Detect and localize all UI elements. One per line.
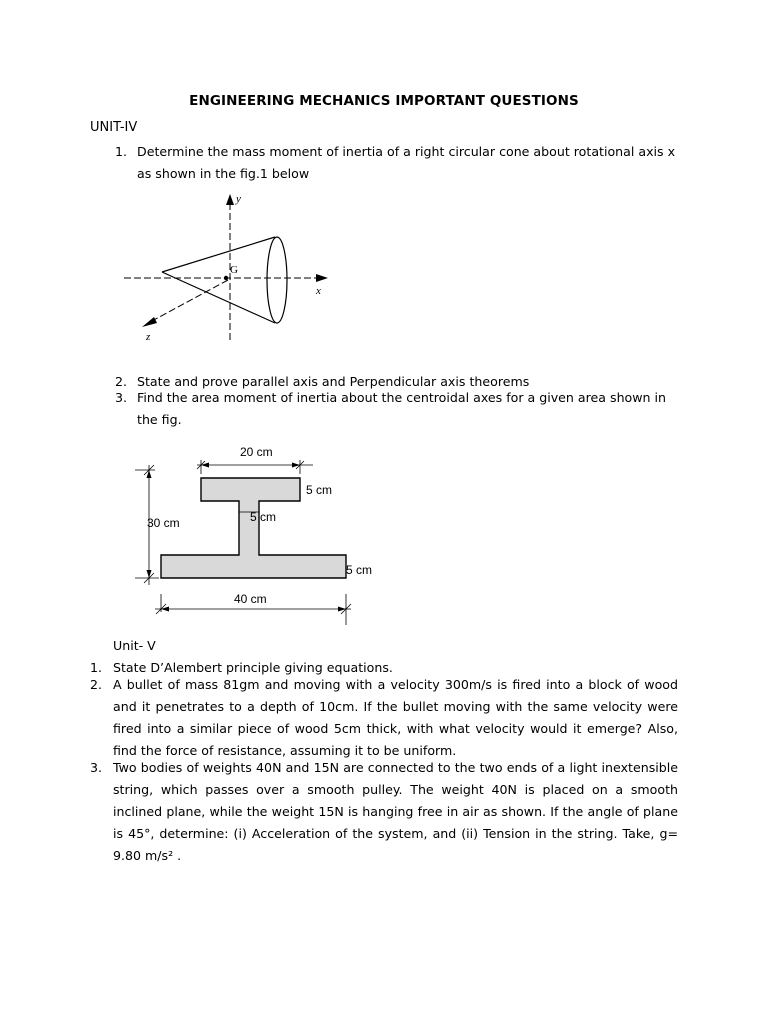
question-number: 1. <box>90 660 103 675</box>
question-number: 2. <box>115 374 128 389</box>
question-number: 1. <box>115 144 128 159</box>
question-number: 3. <box>115 390 128 405</box>
z-axis-label: z <box>146 331 151 343</box>
unit-v-heading: Unit- V <box>113 638 156 653</box>
y-axis-label: y <box>236 193 241 205</box>
question-text: Two bodies of weights 40N and 15N are connected to the two ends of a light inextensible string, which passes over a smooth pulley. The weight 40N is placed on a smooth inclined plane, while the weight 15N is hanging free in air as shown. If the angle of plane is 45°, determine: (i) Acceleration of the system, and (ii) Tension in the string. Take, g= 9.80 m/s² . <box>113 760 678 863</box>
page-title: ENGINEERING MECHANICS IMPORTANT QUESTIONS <box>189 93 579 109</box>
question-text: State D’Alembert principle giving equations. <box>113 660 393 675</box>
question-number: 3. <box>90 760 103 775</box>
i-section-figure <box>125 440 390 635</box>
question-text: State and prove parallel axis and Perpendicular axis theorems <box>137 374 530 389</box>
dim-bottom-width: 40 cm <box>234 592 267 606</box>
dim-height: 30 cm <box>147 516 180 530</box>
dim-web-width: 5 cm <box>250 510 277 524</box>
unit-iv-heading: UNIT-IV <box>90 120 138 135</box>
cone-figure <box>120 190 350 350</box>
x-axis-label: x <box>316 285 321 297</box>
question-text: Determine the mass moment of inertia of a right circular cone about rotational axis x as shown in the fig.1 below <box>137 144 676 181</box>
dim-top-thickness: 5 cm <box>306 483 333 497</box>
dim-top-width: 20 cm <box>240 445 273 459</box>
g-label: G <box>230 264 238 276</box>
question-text: Find the area moment of inertia about the centroidal axes for a given area shown in the fig. <box>137 390 667 427</box>
dim-bottom-thickness: 5 cm <box>346 563 373 577</box>
question-number: 2. <box>90 677 103 692</box>
question-text: A bullet of mass 81gm and moving with a velocity 300m/s is fired into a block of wood and it penetrates to a depth of 10cm. If the bullet moving with the same velocity were fired into a similar piece of wood 5cm thick, with what velocity would it emerge? Also, find the force of resistance, assuming it to be uniform. <box>113 677 678 758</box>
